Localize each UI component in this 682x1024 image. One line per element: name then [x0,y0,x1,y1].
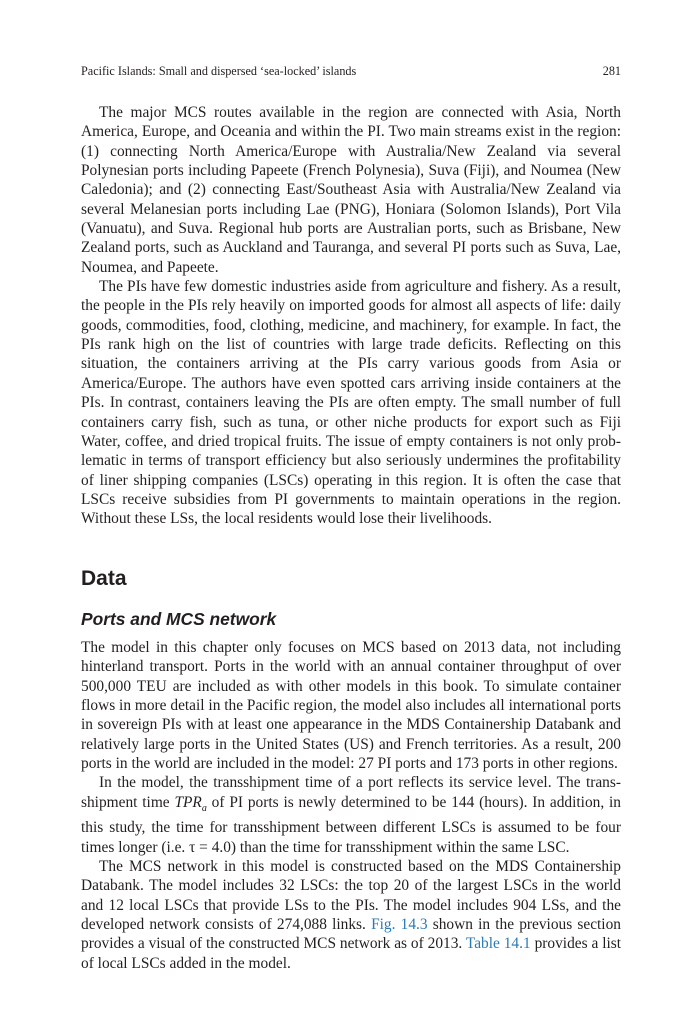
network-text-before: The MCS network in this model is constructed based on the MDS Containership Databank. The model includes 32 LSCs: the top 20 of the largest LSCs in the world and 12 local LSCs that provide LSs to the PIs. The model includes 904 LSs, and the developed network consists of 274,088 links. [81,857,621,933]
running-head [81,63,621,79]
section-heading-data: Data [81,567,127,590]
paragraph-mcs-network [81,857,621,973]
transshipment-text-after: of PI ports is newly determined to be 144 (hours). In addition, in this study, the time for transshipment between different LSCs is assumed to be four times longer (i.e. τ = 4.0) than the time for transshipment within the same LSC. [81,793,621,856]
page-number: 281 [602,64,621,78]
tpr-subscript: a [201,802,207,814]
tpr-variable: TPR [174,793,202,811]
paragraph-domestic-industries: The PIs have few domestic industries aside from agriculture and fishery. As a result, the people in the PIs rely heavily on imported goods for almost all aspects of life: daily goods, commodities, food, clothing, medicine, and machinery, for example. In fact, the PIs rank high on the list of countries with large trade deficits. Reflecting on this situation, the containers arriving at the PIs carry various goods from Asia or America/Europe. The authors have even spotted cars arriving inside containers at the PIs. In contrast, containers leaving the PIs are often empty. The small number of full containers carry fish, such as tuna, or other niche products for export such as Fiji Water, coffee, and dried tropical fruits. The issue of empty containers is not only problematic in terms of transport efficiency but also seriously undermines the profitability of liner shipping companies (LSCs) operating in this region. It is often the case that LSCs receive subsidies from PI governments to maintain operations in the region. Without these LSs, the local residents would lose their livelihoods. [81,278,621,528]
subsection-heading-ports: Ports and MCS network [81,609,277,629]
network-text-after: provides a list of local LSCs added in the model. [81,935,622,972]
transshipment-text-before: In the model, the transshipment time of a port reflects its service level. The transshipment time [81,774,621,811]
running-title: Pacific Islands: Small and dispersed ‘sea-locked’ islands [81,64,357,78]
paragraph-model-scope: The model in this chapter only focuses on MCS based on 2013 data, not including hinterland transport. Ports in the world with an annual container throughput of over 500,000 TEU are included as with other models in this book. To simulate container flows in more detail in the Pacific region, the model also includes all international ports in sovereign PIs with at least one appearance in the MDS Containership Databank and relatively large ports in the United States (US) and French territories. As a result, 200 ports in the world are included in the model: 27 PI ports and 173 ports in other regions. [81,639,621,773]
data-text-block [81,638,621,973]
network-text-between: shown in the previous section provides a visual of the constructed MCS network as of 2013. [81,915,621,953]
table-link[interactable]: Table 14.1 [465,935,531,953]
paragraph-mcs-routes: The major MCS routes available in the region are connected with Asia, North America, Europe, and Oceania and within the PI. Two main streams exist in the region: (1) connecting North America/Europe with Australia/New Zealand via several Polynesian ports including Papeete (French Polynesia), Suva (Fiji), and Noumea (New Caledonia); and (2) connecting East/Southeast Asia with Australia/New Zealand via several Melanesian ports including Lae (PNG), Honiara (Solomon Islands), Port Vila (Vanuatu), and Suva. Regional hub ports are Australian ports, such as Brisbane, New Zealand ports, such as Auckland and Tauranga, and several PI ports such as Suva, Lae, Noumea, and Papeete. [81,104,621,276]
paragraph-transshipment-time [81,773,621,856]
intro-text-block [81,103,621,529]
figure-link[interactable]: Fig. 14.3 [371,915,428,933]
